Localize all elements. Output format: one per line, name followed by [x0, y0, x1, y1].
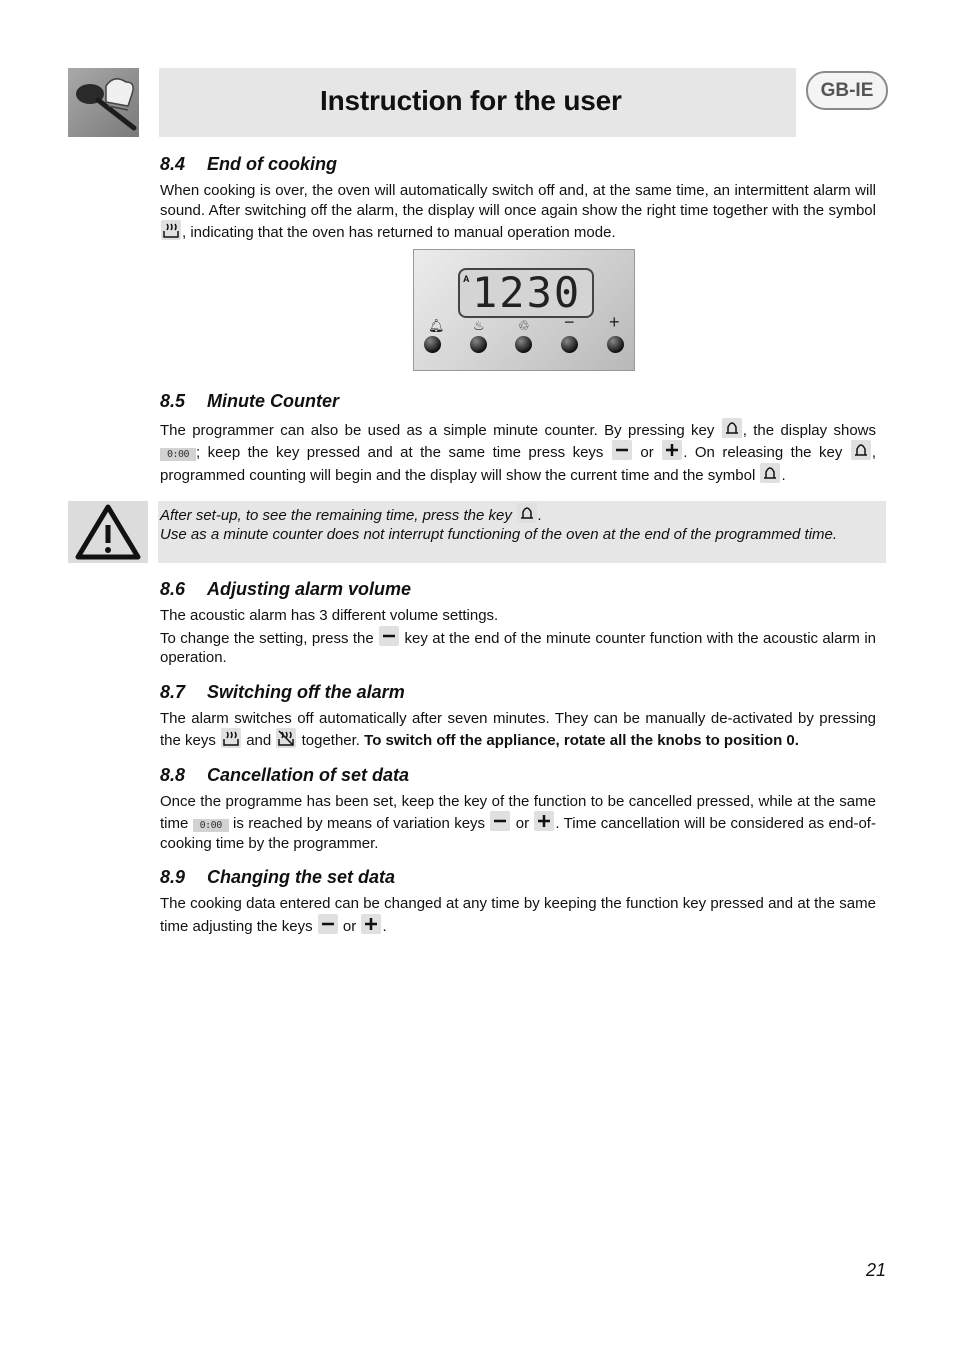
- section-heading: 8.8 Cancellation of set data: [160, 764, 410, 785]
- minus-key[interactable]: [561, 336, 578, 353]
- section-changing-data: [160, 867, 876, 936]
- end-cooking-icon: ♲: [518, 317, 530, 333]
- lcd-display: [458, 268, 594, 318]
- paragraph: The alarm switches off automatically after seven minutes. They can be manually de-activated by pressing the keys and together. To switch off the appliance, rotate all the knobs to position 0.: [160, 709, 876, 749]
- page-title: Instruction for the user: [320, 85, 622, 116]
- bell-icon: [722, 418, 742, 438]
- warning-icon-box: [68, 501, 148, 563]
- bell-icon: [760, 463, 780, 483]
- page-number: 21: [865, 1260, 886, 1280]
- warning-triangle-icon: [68, 501, 148, 563]
- section-heading: 8.7 Switching off the alarm: [160, 681, 405, 702]
- auto-label: A: [463, 273, 470, 284]
- bell-icon: [517, 503, 537, 523]
- paragraph: To change the setting, press the key at the end of the minute counter function with the acoustic alarm in operation.: [160, 626, 876, 668]
- bell-key[interactable]: [424, 336, 441, 353]
- chef-spoon-logo-icon: [68, 68, 139, 137]
- section-heading: 8.5 Minute Counter: [160, 390, 339, 411]
- plus-icon: [361, 914, 381, 934]
- minus-icon: [612, 440, 632, 460]
- end-cooking-icon: [276, 728, 296, 748]
- end-cooking-key[interactable]: [515, 336, 532, 353]
- section-heading: 8.4 End of cooking: [160, 154, 337, 174]
- warning-note: [68, 501, 886, 563]
- bold-instruction: To switch off the appliance, rotate all the knobs to position 0.: [364, 732, 799, 749]
- section-cancellation: [160, 765, 876, 854]
- manual-heat-icon: [161, 220, 181, 240]
- warning-text: [158, 501, 886, 563]
- display-time: 1230: [472, 267, 582, 317]
- display-zero: 0:00: [160, 448, 196, 461]
- header-bar: [159, 68, 796, 137]
- section-heading: 8.9 Changing the set data: [160, 867, 396, 887]
- section-heading: 8.6 Adjusting alarm volume: [160, 579, 412, 599]
- manual-key[interactable]: [470, 336, 487, 353]
- paragraph: When cooking is over, the oven will automatically switch off and, at the same time, an intermittent alarm will sound. After switching off the alarm, the display will once again show the right time together with the symbol , indicating that the oven has returned to manual operation mode.: [160, 182, 876, 241]
- chef-logo: [68, 68, 139, 137]
- plus-key[interactable]: [607, 336, 624, 353]
- bell-icon: 🔔︎: [428, 317, 445, 333]
- section-end-of-cooking: [160, 154, 876, 243]
- minus-icon: [490, 811, 510, 831]
- bell-icon: [851, 440, 871, 460]
- section-minute-counter: [160, 391, 876, 486]
- paragraph: The acoustic alarm has 3 different volume settings.: [160, 607, 499, 624]
- plus-icon: +: [609, 311, 620, 332]
- main-content: [160, 154, 876, 950]
- paragraph: Once the programme has been set, keep the key of the function to be cancelled pressed, while at the same time 0:00 is reached by means of variation keys or . Time cancellation will be considered as end-of-cooking time by the programmer.: [160, 792, 876, 852]
- programmer-panel-image: [413, 249, 635, 371]
- minus-icon: [379, 626, 399, 646]
- plus-icon: [662, 440, 682, 460]
- minus-icon: [318, 914, 338, 934]
- region-badge: GB-IE: [806, 71, 888, 110]
- section-alarm-volume: [160, 579, 876, 668]
- section-switching-off-alarm: [160, 682, 876, 751]
- paragraph: The cooking data entered can be changed at any time by keeping the function key pressed and at the same time adjusting the keys or .: [160, 895, 876, 935]
- display-zero: 0:00: [193, 819, 229, 832]
- minus-icon: −: [564, 311, 575, 332]
- manual-heat-icon: [221, 728, 241, 748]
- manual-heat-icon: ♨︎: [473, 317, 485, 333]
- paragraph: The programmer can also be used as a simple minute counter. By pressing key , the display shows 0:00 ; keep the key pressed and at the same time press keys or . On releasing the key , programmed counting will begin and the display will show the current time and the symbol .: [160, 418, 876, 486]
- warning-line: After set-up, to see the remaining time, press the key .: [160, 503, 877, 525]
- plus-icon: [534, 811, 554, 831]
- warning-line: Use as a minute counter does not interrupt functioning of the oven at the end of the programmed time.: [160, 526, 838, 543]
